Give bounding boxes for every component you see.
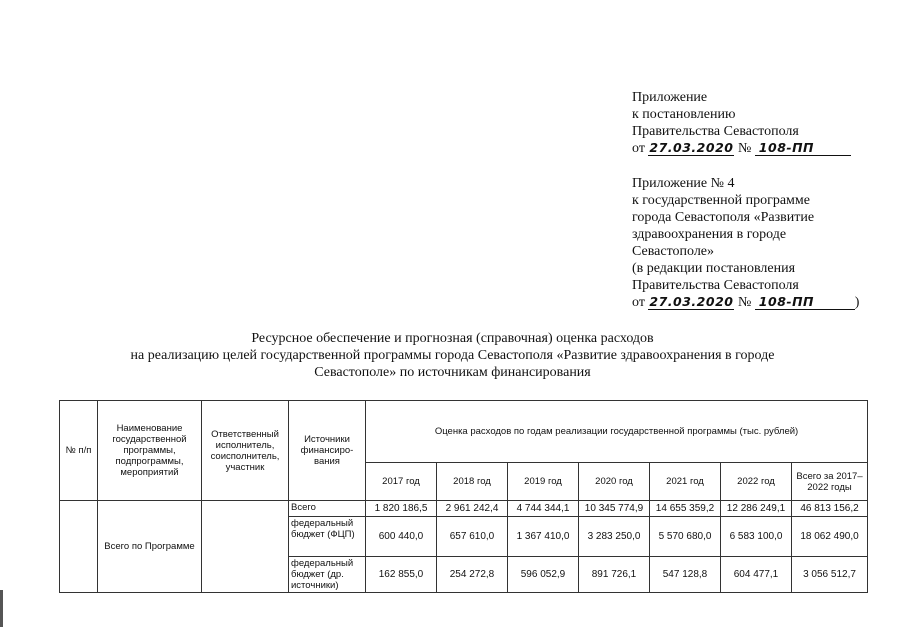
handwritten-date: 27.03.2020 (649, 294, 734, 309)
appendix-line: к государственной программе (632, 193, 810, 208)
value-cell: 3 283 250,0 (579, 517, 650, 557)
header-year: 2022 год (721, 463, 792, 501)
value-cell: 1 820 186,5 (366, 501, 437, 517)
value-cell: 10 345 774,9 (579, 501, 650, 517)
value-cell: 12 286 249,1 (721, 501, 792, 517)
header-year: 2019 год (508, 463, 579, 501)
appendix-line: Правительства Севастополя (632, 124, 799, 139)
title-line: Севастополе» по источникам финансирования (314, 365, 591, 380)
edition-date-line (632, 294, 892, 311)
number-sign: № (737, 141, 752, 156)
appendix-line: Приложение № 4 (632, 176, 735, 191)
value-cell: 18 062 490,0 (792, 517, 868, 557)
header-year: 2021 год (650, 463, 721, 501)
appendix-line: Правительства Севастополя (632, 278, 799, 293)
value-cell: 547 128,8 (650, 557, 721, 593)
value-cell: 2 961 242,4 (437, 501, 508, 517)
header-year: 2020 год (579, 463, 650, 501)
resolution-date-line (632, 140, 892, 157)
value-cell: 3 056 512,7 (792, 557, 868, 593)
value-cell: 14 655 359,2 (650, 501, 721, 517)
number-sign: № (737, 295, 752, 310)
header-name: Наименование государственной программы, подпрограммы, мероприятий (98, 401, 202, 501)
title-line: на реализацию целей государственной программы города Севастополя «Развитие здравоохранения в городе (130, 348, 775, 363)
program-name-cell: Всего по Программе (98, 501, 202, 593)
appendix-line: Севастополе» (632, 244, 715, 259)
header-year: 2017 год (366, 463, 437, 501)
handwritten-date: 27.03.2020 (649, 140, 734, 155)
date-prefix: от (632, 295, 645, 310)
source-cell: федеральный бюджет (ФЦП) (289, 517, 366, 557)
value-cell: 657 610,0 (437, 517, 508, 557)
value-cell: 162 855,0 (366, 557, 437, 593)
table-row (60, 501, 868, 517)
row-num-cell (60, 501, 98, 593)
value-cell: 600 440,0 (366, 517, 437, 557)
appendix-block (632, 89, 892, 311)
appendix-line: (в редакции постановления (632, 261, 796, 276)
appendix-line: здравоохранения в городе (632, 227, 787, 242)
header-sources: Источники финансиро-вания (289, 401, 366, 501)
date-prefix: от (632, 141, 645, 156)
value-cell: 5 570 680,0 (650, 517, 721, 557)
value-cell: 604 477,1 (721, 557, 792, 593)
value-cell: 46 813 156,2 (792, 501, 868, 517)
appendix-line: к постановлению (632, 107, 736, 122)
value-cell: 6 583 100,0 (721, 517, 792, 557)
document-title (0, 330, 905, 381)
value-cell: 254 272,8 (437, 557, 508, 593)
value-cell: 596 052,9 (508, 557, 579, 593)
header-estimate: Оценка расходов по годам реализации государственной программы (тыс. рублей) (366, 401, 868, 463)
scan-edge (0, 590, 3, 627)
closing-paren: ) (854, 295, 860, 310)
header-year: 2018 год (437, 463, 508, 501)
header-num: № п/п (60, 401, 98, 501)
appendix-line: Приложение (632, 90, 708, 105)
value-cell: 891 726,1 (579, 557, 650, 593)
title-line: Ресурсное обеспечение и прогнозная (справочная) оценка расходов (251, 331, 654, 346)
header-executor: Ответственный исполнитель, соисполнитель, участник (202, 401, 289, 501)
handwritten-number: 108-ПП (755, 294, 855, 310)
source-cell: федеральный бюджет (др. источники) (289, 557, 366, 593)
executor-cell (202, 501, 289, 593)
source-cell: Всего (289, 501, 366, 517)
resource-table (59, 400, 868, 593)
appendix-line: города Севастополя «Развитие (632, 210, 815, 225)
handwritten-number: 108-ПП (755, 140, 851, 156)
header-total: Всего за 2017–2022 годы (792, 463, 868, 501)
value-cell: 1 367 410,0 (508, 517, 579, 557)
value-cell: 4 744 344,1 (508, 501, 579, 517)
